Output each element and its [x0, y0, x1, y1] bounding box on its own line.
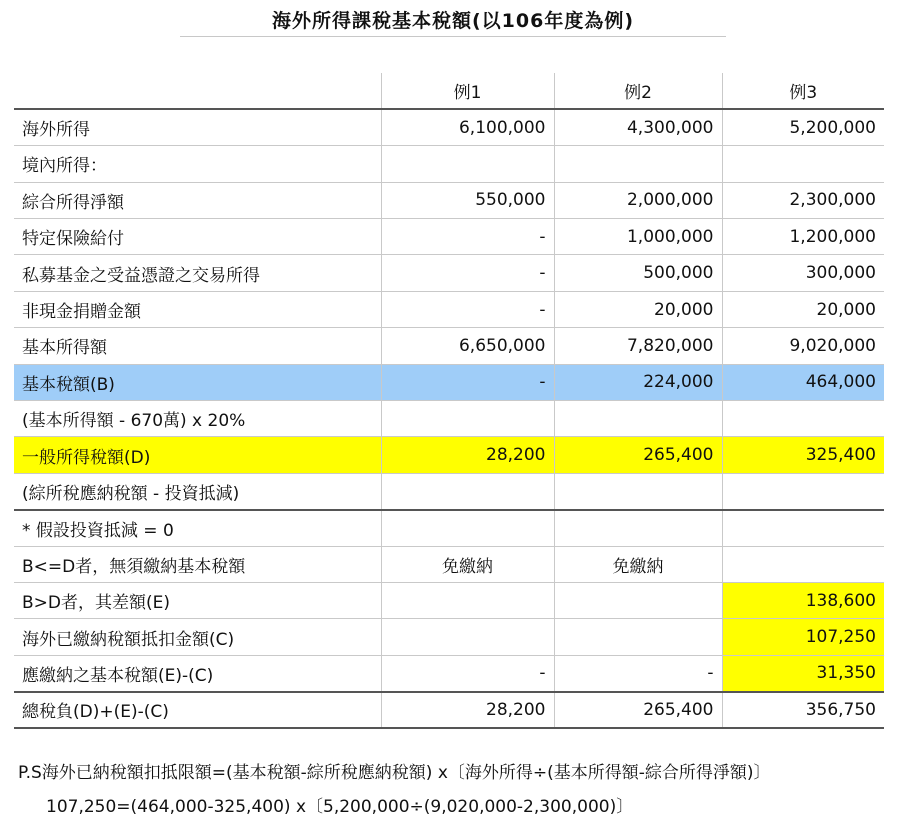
cell-example-2 [554, 510, 722, 546]
cell-example-2: 1,000,000 [554, 219, 722, 255]
cell-example-1 [381, 582, 554, 618]
row-label: 境內所得： [14, 146, 381, 182]
header-example-2: 例2 [554, 73, 722, 109]
header-blank [14, 73, 381, 109]
cell-example-2: 265,400 [554, 692, 722, 728]
cell-example-3: 107,250 [722, 619, 884, 655]
cell-example-2 [554, 619, 722, 655]
cell-example-1: 550,000 [381, 182, 554, 218]
row-no-basic-tax [14, 546, 884, 582]
row-noncash-donation [14, 291, 884, 327]
row-net-income [14, 182, 884, 218]
cell-example-3: 325,400 [722, 437, 884, 473]
row-label: 海外所得 [14, 109, 381, 145]
cell-example-2: 224,000 [554, 364, 722, 400]
cell-example-3 [722, 510, 884, 546]
cell-example-3 [722, 401, 884, 437]
cell-example-3: 138,600 [722, 582, 884, 618]
cell-example-2: 7,820,000 [554, 328, 722, 364]
cell-example-3: 356,750 [722, 692, 884, 728]
cell-example-3: 2,300,000 [722, 182, 884, 218]
row-label: 私募基金之受益憑證之交易所得 [14, 255, 381, 291]
cell-example-3 [722, 146, 884, 182]
title-divider [180, 36, 726, 37]
row-label: (基本所得額 - 670萬) x 20% [14, 401, 381, 437]
cell-example-1 [381, 401, 554, 437]
cell-example-3: 300,000 [722, 255, 884, 291]
row-general-tax [14, 437, 884, 473]
cell-example-2: 500,000 [554, 255, 722, 291]
row-basic-tax-payable [14, 655, 884, 691]
cell-example-2: 4,300,000 [554, 109, 722, 145]
row-label: 基本所得額 [14, 328, 381, 364]
row-label: (綜所稅應納稅額 - 投資抵減) [14, 473, 381, 509]
row-label: B>D者，其差額(E) [14, 582, 381, 618]
header-example-1: 例1 [381, 73, 554, 109]
cell-example-1: 免繳納 [381, 546, 554, 582]
cell-example-3: 20,000 [722, 291, 884, 327]
cell-example-1: - [381, 219, 554, 255]
cell-example-2 [554, 401, 722, 437]
cell-example-3: 5,200,000 [722, 109, 884, 145]
cell-example-3: 1,200,000 [722, 219, 884, 255]
cell-example-1 [381, 473, 554, 509]
cell-example-2: - [554, 655, 722, 691]
row-difference [14, 582, 884, 618]
cell-example-3 [722, 473, 884, 509]
row-domestic-income [14, 146, 884, 182]
row-insurance-payment [14, 219, 884, 255]
row-private-fund [14, 255, 884, 291]
cell-example-2 [554, 582, 722, 618]
row-label: 應繳納之基本稅額(E)-(C) [14, 655, 381, 691]
row-basic-income [14, 328, 884, 364]
cell-example-1: - [381, 364, 554, 400]
header-example-3: 例3 [722, 73, 884, 109]
row-total-tax [14, 692, 884, 728]
cell-example-1 [381, 619, 554, 655]
row-label: 總稅負(D)+(E)-(C) [14, 692, 381, 728]
footnote-calculation: 107,250=(464,000-325,400) x〔5,200,000÷(9,020,000-2,300,000)〕 [46, 797, 634, 817]
row-label: * 假設投資抵減 = 0 [14, 510, 381, 546]
cell-example-2: 265,400 [554, 437, 722, 473]
cell-example-1: - [381, 291, 554, 327]
cell-example-2 [554, 146, 722, 182]
cell-example-2 [554, 473, 722, 509]
page-title: 海外所得課稅基本稅額(以106年度為例) [271, 10, 635, 32]
cell-example-1: 6,650,000 [381, 328, 554, 364]
cell-example-1: 28,200 [381, 692, 554, 728]
cell-example-1: - [381, 255, 554, 291]
cell-example-1 [381, 510, 554, 546]
tax-table [14, 73, 884, 729]
row-foreign-tax-credit [14, 619, 884, 655]
cell-example-1: 6,100,000 [381, 109, 554, 145]
row-assumption [14, 510, 884, 546]
row-general-tax-formula [14, 473, 884, 509]
row-label: B<=D者，無須繳納基本稅額 [14, 546, 381, 582]
row-label: 海外已繳納稅額抵扣金額(C) [14, 619, 381, 655]
row-overseas-income [14, 109, 884, 145]
footnote-formula: P.S海外已納稅額扣抵限額=(基本稅額-綜所稅應納稅額) x〔海外所得÷(基本所得額-綜合所得淨額)〕 [18, 763, 771, 783]
row-basic-tax [14, 364, 884, 400]
table-header-row [14, 73, 884, 109]
row-label: 綜合所得淨額 [14, 182, 381, 218]
cell-example-3: 464,000 [722, 364, 884, 400]
cell-example-2: 免繳納 [554, 546, 722, 582]
row-label: 基本稅額(B) [14, 364, 381, 400]
row-label: 一般所得稅額(D) [14, 437, 381, 473]
cell-example-2: 20,000 [554, 291, 722, 327]
cell-example-1: 28,200 [381, 437, 554, 473]
cell-example-2: 2,000,000 [554, 182, 722, 218]
cell-example-1 [381, 146, 554, 182]
cell-example-3: 31,350 [722, 655, 884, 691]
row-label: 非現金捐贈金額 [14, 291, 381, 327]
cell-example-3: 9,020,000 [722, 328, 884, 364]
cell-example-1: - [381, 655, 554, 691]
row-basic-tax-formula [14, 401, 884, 437]
row-label: 特定保險給付 [14, 219, 381, 255]
cell-example-3 [722, 546, 884, 582]
